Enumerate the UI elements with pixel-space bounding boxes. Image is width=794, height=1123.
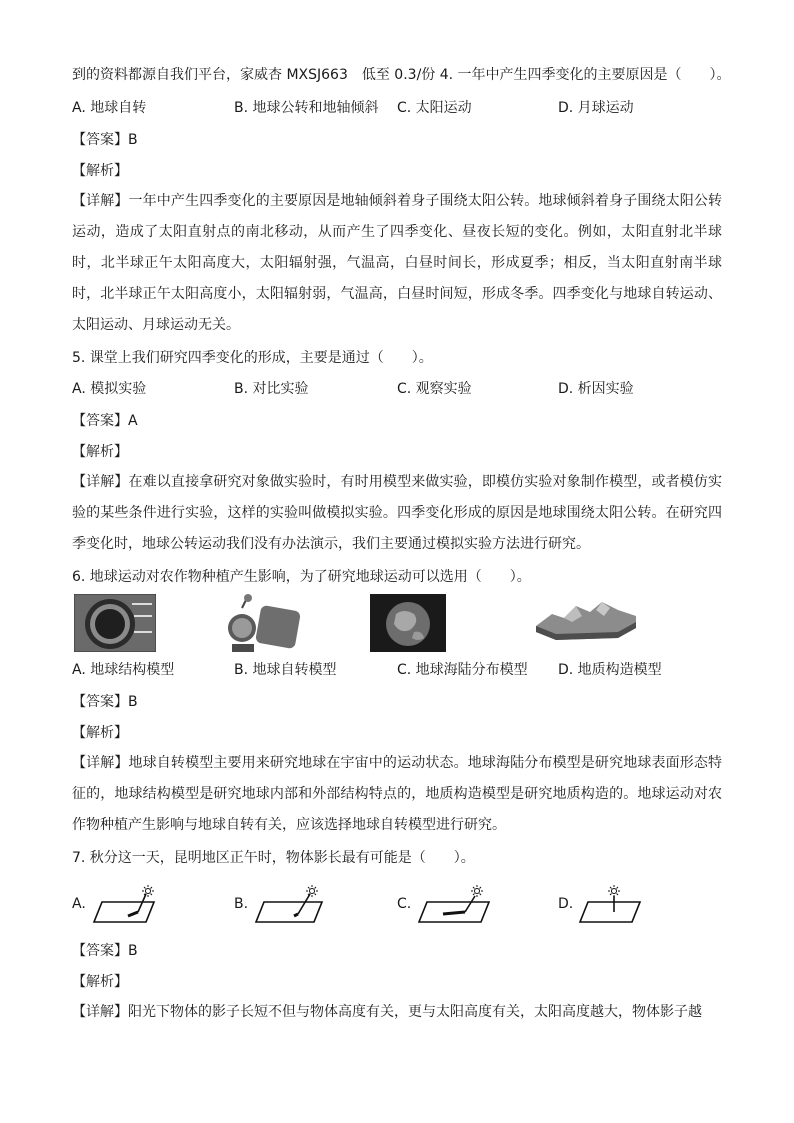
- q4-option-d: D. 月球运动: [558, 100, 634, 116]
- question-6-stem: 6. 地球运动对农作物种植产生影响，为了研究地球运动可以选用（ ）。: [72, 569, 531, 585]
- q7-label-d: D.: [558, 896, 574, 912]
- q6-detail: 【详解】地球自转模型主要用来研究地球在宇宙中的运动状态。地球海陆分布模型是研究地球表面形态特征的，地球结构模型是研究地球内部和外部结构特点的，地质构造模型是研究地质构造的。地球运动对农作物种植产生影响与地球自转有关，应该选择地球自转模型进行研究。: [72, 755, 722, 833]
- sun-icon-d: [608, 885, 620, 897]
- q7-diagram-c: [397, 882, 517, 926]
- q7-diagram-a: [72, 882, 192, 926]
- shadow-diagram-a-svg: [90, 882, 160, 926]
- q4-answer: 【答案】B: [72, 132, 138, 148]
- q5-option-a: A. 模拟实验: [72, 381, 147, 397]
- q4-option-c: C. 太阳运动: [397, 100, 472, 116]
- q7-detail: 【详解】阳光下物体的影子长短不但与物体高度有关，更与太阳高度有关，太阳高度越大，物体影子越: [72, 1004, 702, 1020]
- q5-answer: 【答案】A: [72, 413, 138, 429]
- sun-icon-b: [306, 885, 318, 897]
- question-6-options: [72, 661, 722, 681]
- q7-label-c: C.: [397, 896, 412, 912]
- q6-analysis-label: 【解析】: [72, 725, 128, 741]
- sun-icon-c: [471, 885, 483, 897]
- shadow-diagram-c-svg: [415, 882, 495, 926]
- sun-icon-a: [142, 885, 154, 897]
- q6-option-d: D. 地质构造模型: [558, 662, 662, 678]
- q5-option-c: C. 观察实验: [397, 381, 472, 397]
- q5-option-d: D. 析因实验: [558, 381, 634, 397]
- q5-detail: 【详解】在难以直接拿研究对象做实验时，有时用模型来做实验，即模仿实验对象制作模型，或者模仿实验的某些条件进行实验，这样的实验叫做模拟实验。四季变化形成的原因是地球围绕太阳公转。在研究四季变化时，地球公转运动我们没有办法演示，我们主要通过模拟实验方法进行研究。: [72, 474, 722, 552]
- q4-option-a: A. 地球自转: [72, 100, 147, 116]
- q4-analysis-label: 【解析】: [72, 163, 128, 179]
- question-7-stem: 7. 秋分这一天，昆明地区正午时，物体影长最有可能是（ ）。: [72, 850, 475, 866]
- shadow-diagram-b-svg: [252, 882, 328, 926]
- question-5-stem: 5. 课堂上我们研究四季变化的形成，主要是通过（ ）。: [72, 350, 433, 366]
- q7-label-b: B.: [234, 896, 249, 912]
- q6-answer: 【答案】B: [72, 694, 138, 710]
- q5-analysis-label: 【解析】: [72, 444, 128, 460]
- q5-option-b: B. 对比实验: [234, 381, 309, 397]
- land-sea-distribution-model-image: [370, 594, 446, 652]
- q7-diagram-b: [234, 882, 354, 926]
- q7-analysis-label: 【解析】: [72, 974, 128, 990]
- q4-option-b: B. 地球公转和地轴倾斜: [234, 100, 379, 116]
- q7-diagram-d: [558, 882, 678, 926]
- q6-model-pictures: [72, 594, 722, 654]
- earth-structure-model-image: [74, 594, 156, 652]
- q6-option-c: C. 地球海陆分布模型: [397, 662, 528, 678]
- earth-rotation-model-image: [222, 594, 302, 654]
- q6-option-a: A. 地球结构模型: [72, 662, 175, 678]
- q7-shadow-diagrams: [72, 882, 722, 926]
- q6-option-b: B. 地球自转模型: [234, 662, 337, 678]
- question-4-options: [72, 99, 722, 119]
- q4-detail: 【详解】一年中产生四季变化的主要原因是地轴倾斜着身子围绕太阳公转。地球倾斜着身子围绕太阳公转运动，造成了太阳直射点的南北移动，从而产生了四季变化、昼夜长短的变化。例如，太阳直射北半球时，北半球正午太阳高度大，太阳辐射强，气温高，白昼时间长，形成夏季；相反，当太阳直射南半球时，北半球正午太阳高度小，太阳辐射弱，气温高，白昼时间短，形成冬季。四季变化与地球自转运动、太阳运动、月球运动无关。: [72, 193, 722, 333]
- q7-answer: 【答案】B: [72, 943, 138, 959]
- geological-structure-model-image: [532, 594, 642, 644]
- shadow-diagram-d-svg: [576, 882, 646, 926]
- q7-label-a: A.: [72, 896, 86, 912]
- question-4-stem: 到的资料都源自我们平台，家威杏 MXSJ663 低至 0.3/份 4. 一年中产生四季变化的主要原因是（ ）。: [72, 67, 731, 83]
- question-5-options: [72, 380, 722, 400]
